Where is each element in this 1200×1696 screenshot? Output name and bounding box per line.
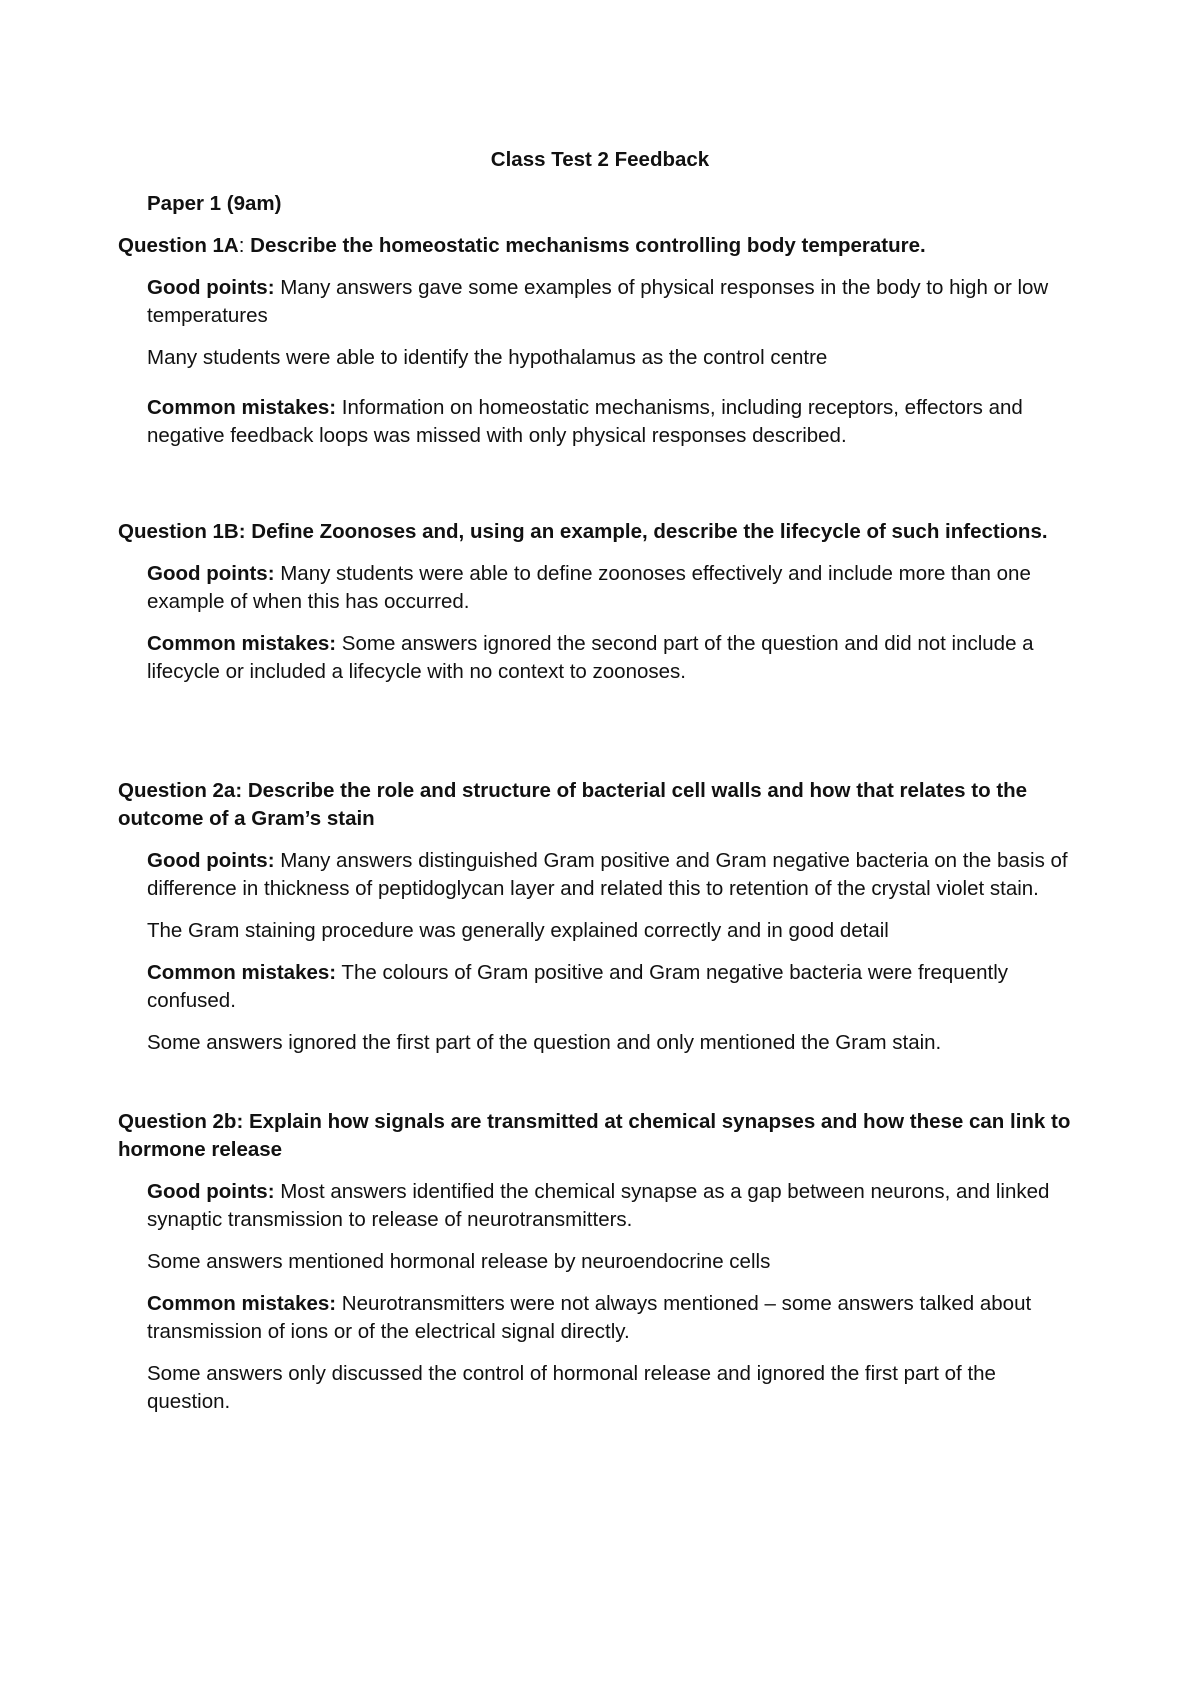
question-2a-mistake-note: Some answers ignored the first part of the question and only mentioned the Gram stain.	[147, 1031, 942, 1054]
good-points-text: Many answers gave some examples of physical responses in the body to high or low temperatures	[147, 276, 1049, 327]
question-1a-good-points	[118, 274, 1078, 330]
question-2b-common-mistakes	[118, 1290, 1078, 1346]
common-mistakes-text: Information on homeostatic mechanisms, including receptors, effectors and negative feedback loops was missed with only physical responses described.	[147, 396, 1023, 447]
question-1b-common-mistakes	[118, 630, 1078, 686]
common-mistakes-label: Common mistakes:	[147, 396, 337, 419]
question-1a-colon: :	[238, 234, 245, 257]
question-2a-section	[118, 777, 1078, 1057]
common-mistakes-text: Some answers ignored the second part of the question and did not include a lifecycle or included a lifecycle with no context to zoonoses.	[147, 632, 1034, 683]
question-2a-good-points	[118, 847, 1078, 903]
question-1a-label: Question 1A	[118, 234, 239, 257]
good-points-label: Good points:	[147, 1180, 275, 1203]
question-2a-common-mistakes	[118, 959, 1078, 1015]
question-1a-note: Many students were able to identify the hypothalamus as the control centre	[147, 346, 828, 369]
good-points-label: Good points:	[147, 562, 275, 585]
good-points-text: Most answers identified the chemical synapse as a gap between neurons, and linked synaptic transmission to release of neurotransmitters.	[147, 1180, 1050, 1231]
common-mistakes-text: The colours of Gram positive and Gram negative bacteria were frequently confused.	[147, 961, 1009, 1012]
good-points-text: Many answers distinguished Gram positive and Gram negative bacteria on the basis of difference in thickness of peptidoglycan layer and related this to retention of the crystal violet stain.	[147, 849, 1068, 900]
question-2a-heading: Question 2a: Describe the role and structure of bacterial cell walls and how that relates to the outcome of a Gram’s stain	[118, 779, 1028, 830]
question-1b-heading: Question 1B: Define Zoonoses and, using an example, describe the lifecycle of such infections.	[118, 520, 1048, 543]
question-2b-section	[118, 1108, 1078, 1416]
common-mistakes-text: Neurotransmitters were not always mentioned – some answers talked about transmission of ions or of the electrical signal directly.	[147, 1292, 1032, 1343]
question-1a-section	[118, 232, 1078, 450]
common-mistakes-label: Common mistakes:	[147, 632, 337, 655]
question-2a-note: The Gram staining procedure was generally explained correctly and in good detail	[147, 919, 889, 942]
paper-heading: Paper 1 (9am)	[147, 192, 282, 215]
question-2b-good-points	[118, 1178, 1078, 1234]
question-2b-heading: Question 2b: Explain how signals are transmitted at chemical synapses and how these can link to hormone release	[118, 1110, 1071, 1161]
question-1a-text: Describe the homeostatic mechanisms controlling body temperature.	[244, 234, 926, 257]
question-1a-common-mistakes	[118, 394, 1078, 450]
question-1b-section	[118, 518, 1078, 686]
good-points-text: Many students were able to define zoonoses effectively and include more than one example of when this has occurred.	[147, 562, 1031, 613]
document-title: Class Test 2 Feedback	[490, 148, 710, 171]
common-mistakes-label: Common mistakes:	[147, 961, 337, 984]
question-2b-mistake-note: Some answers only discussed the control of hormonal release and ignored the first part of the question.	[147, 1362, 996, 1413]
good-points-label: Good points:	[147, 849, 275, 872]
common-mistakes-label: Common mistakes:	[147, 1292, 337, 1315]
question-1b-good-points	[118, 560, 1078, 616]
question-1a-heading	[118, 232, 1078, 260]
good-points-label: Good points:	[147, 276, 275, 299]
question-2b-note: Some answers mentioned hormonal release by neuroendocrine cells	[147, 1250, 771, 1273]
